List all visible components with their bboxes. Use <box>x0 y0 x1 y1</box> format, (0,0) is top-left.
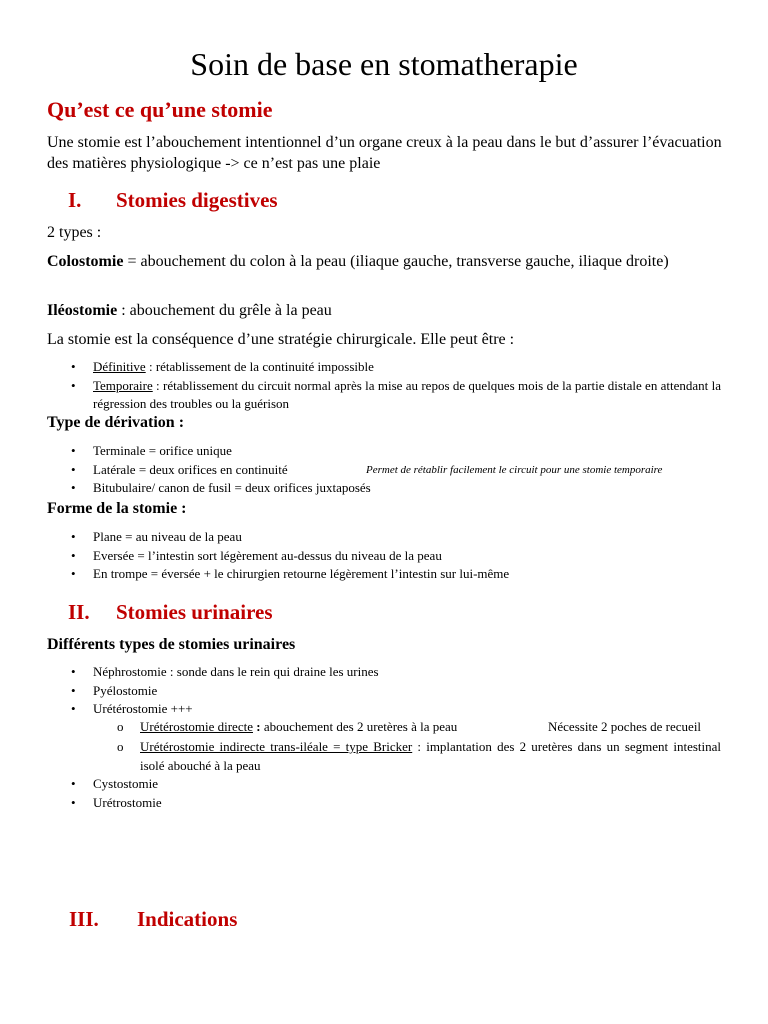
circle-bullet-icon: o <box>117 739 124 754</box>
urinary-item: Urétérostomie +++ <box>93 701 193 716</box>
bullet-icon: • <box>71 701 76 716</box>
forme-list <box>0 528 721 584</box>
page-title: Soin de base en stomatherapie <box>190 46 578 82</box>
bullet-icon: • <box>71 547 76 563</box>
section-1-number: I. <box>68 188 82 212</box>
duration-text: : rétablissement de la continuité impossible <box>145 359 374 374</box>
list-item <box>0 547 721 566</box>
bullet-icon: • <box>71 529 76 544</box>
section-2-number: II. <box>68 600 90 624</box>
duration-term: Définitive <box>93 359 146 374</box>
list-item <box>0 442 721 461</box>
bullet-icon: • <box>71 443 76 458</box>
bullet-icon: • <box>71 461 76 477</box>
urinary-item: Urétrostomie <box>93 794 162 810</box>
list-item <box>0 565 721 584</box>
bullet-icon: • <box>71 359 76 374</box>
ileostomie-paragraph <box>47 300 332 321</box>
bullet-icon: • <box>71 377 76 393</box>
forme-item: Eversée = l’intestin sort légèrement au-dessus du niveau de la peau <box>93 547 442 563</box>
colostomie-paragraph <box>47 251 727 272</box>
derivation-item: Terminale = orifice unique <box>93 443 232 458</box>
urinary-list <box>0 663 721 719</box>
bullet-icon: • <box>71 566 76 581</box>
colostomie-definition: = abouchement du colon à la peau (iliaque gauche, transverse gauche, iliaque droite) <box>123 253 669 270</box>
urinary-subheading: Différents types de stomies urinaires <box>47 636 296 653</box>
colostomie-term: Colostomie <box>47 253 124 270</box>
duration-text: : rétablissement du circuit normal après la mise au repos de quelques mois de la partie distale en attendant la régression des troubles ou la guérison <box>93 377 721 411</box>
sub-item-term: Urétérostomie directe <box>140 719 253 734</box>
duration-list <box>0 358 721 414</box>
forme-heading: Forme de la stomie : <box>47 500 187 517</box>
bullet-icon: • <box>71 664 76 679</box>
section-3-title: Indications <box>137 907 238 931</box>
circle-bullet-icon: o <box>117 719 124 734</box>
forme-item: Plane = au niveau de la peau <box>93 529 242 544</box>
list-item <box>0 794 721 813</box>
sub-item-separator: : <box>252 719 261 734</box>
derivation-item: Latérale = deux orifices en continuité <box>93 461 288 477</box>
ileostomie-term: Iléostomie <box>47 302 118 319</box>
bullet-icon: • <box>71 794 76 810</box>
intro-heading: Qu’est ce qu’une stomie <box>47 97 273 122</box>
urinary-list-continued <box>0 775 721 812</box>
list-item <box>0 358 721 377</box>
sub-list-item <box>0 738 721 775</box>
bullet-icon: • <box>71 682 76 698</box>
list-item <box>0 663 721 682</box>
list-item <box>0 377 721 414</box>
list-item <box>0 528 721 547</box>
urinary-item: Pyélostomie <box>93 682 158 698</box>
derivation-item: Bitubulaire/ canon de fusil = deux orifices juxtaposés <box>93 480 371 495</box>
bullet-icon: • <box>71 776 76 791</box>
urinary-item: Néphrostomie : sonde dans le rein qui draine les urines <box>93 664 379 679</box>
list-item <box>0 682 721 701</box>
sub-item-text: : implantation des 2 uretères dans un segment intestinal isolé abouché à la peau <box>140 739 721 773</box>
forme-item: En trompe = éversée + le chirurgien retourne légèrement l’intestin sur lui-même <box>93 566 510 581</box>
sub-item-text: abouchement des 2 uretères à la peau <box>260 719 458 734</box>
bullet-icon: • <box>71 480 76 495</box>
consequence-text: La stomie est la conséquence d’une stratégie chirurgicale. Elle peut être : <box>47 331 515 348</box>
types-label: 2 types : <box>47 224 102 241</box>
derivation-heading: Type de dérivation : <box>47 414 185 431</box>
list-item <box>0 775 721 794</box>
sub-item-term: Urétérostomie indirecte trans-iléale = type Bricker <box>140 739 413 754</box>
derivation-note: Permet de rétablir facilement le circuit pour une stomie temporaire <box>366 464 663 476</box>
list-item <box>0 479 721 498</box>
ileostomie-definition: : abouchement du grêle à la peau <box>117 302 332 319</box>
section-2-title: Stomies urinaires <box>116 600 273 624</box>
list-item <box>0 700 721 719</box>
section-3-number: III. <box>69 907 99 931</box>
duration-term: Temporaire <box>93 377 153 393</box>
urinary-item: Cystostomie <box>93 776 159 791</box>
sub-item-note: Nécessite 2 poches de recueil <box>548 719 702 734</box>
section-1-title: Stomies digestives <box>116 188 278 212</box>
intro-text: Une stomie est l’abouchement intentionnel d’un organe creux à la peau dans le but d’assurer l’évacuation des matières physiologique -> ce n’est pas une plaie <box>47 134 722 172</box>
